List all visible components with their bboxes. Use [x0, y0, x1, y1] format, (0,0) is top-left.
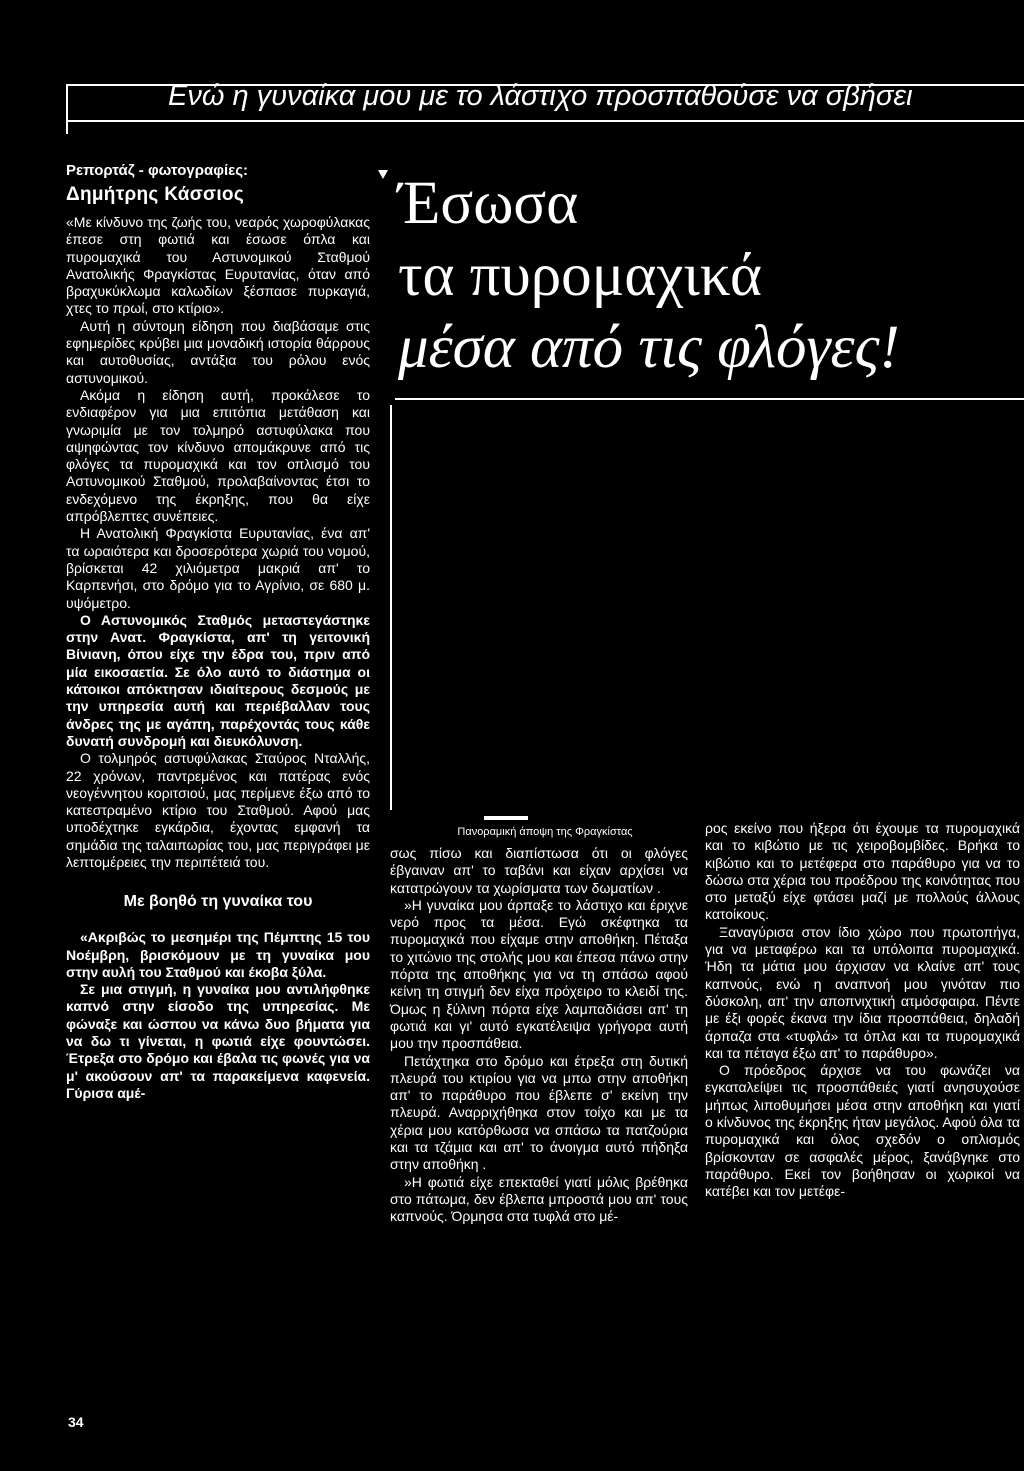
paragraph: Ο πρόεδρος άρχισε να του φωνάζει να εγκαταλείψει τις προσπάθειές γιατί ανησυχούσε μήπως λιποθυμήσει μέσα στην αποθήκη και γιατί ο κίνδυνος της έκρηξης ήταν μεγάλος. Αφού όλα τα πυρομαχικά και όλος σχεδόν ο οπλισμός βρίσκονταν σε ασφαλές μέρος, ξανάβγηκε στο παράθυρο. Εκεί τον βοήθησαν οι χωρικοί να κατέβει και τον μετέφε-	[705, 1062, 1020, 1200]
paragraph: Η Ανατολική Φραγκίστα Ευρυτανίας, ένα απ' τα ωραιότερα και δροσερότερα χωριά του νομού, βρίσκεται 42 χιλιόμετρα μακριά απ' το Καρπενήσι, στο δρόμο για το Αγρίνιο, σε 680 μ. υψόμετρο.	[66, 525, 370, 611]
photo-left-rule	[390, 405, 392, 810]
credit-line: Ρεπορτάζ - φωτογραφίες:	[66, 162, 249, 179]
headline	[398, 168, 1018, 384]
lead-paragraph: «Με κίνδυνο της ζωής του, νεαρός χωροφύλακας έπεσε στη φωτιά και έσωσε όπλα και πυρομαχικά του Αστυνομικού Σταθμού Ανατολικής Φραγκίστας Ευρυτανίας, όταν από βραχυκύκλωμα καλωδίων ξέσπασε πυρκαγιά, χτες το πρωί, στο κτίριο».	[66, 214, 370, 317]
paragraph: ρος εκείνο που ήξερα ότι έχουμε τα πυρομαχικά και το κιβώτιο με τις χειροβομβίδες. Βρήκα το κιβώτιο και το μετέφερα στο παράθυρο για να το δώσω στα χέρια του προέδρου της κοινότητας που στο μεταξύ είχε φτάσει μαζί με πολλούς άλλους κατοίκους.	[705, 820, 1020, 923]
headline-marker	[378, 170, 388, 179]
top-banner-text: Ενώ η γυναίκα μου με το λάστιχο προσπαθούσε να σβήσει	[168, 80, 913, 112]
top-banner-frame	[66, 80, 1024, 134]
column-3	[390, 845, 688, 1226]
column-1	[66, 160, 370, 1102]
column-4	[705, 820, 1020, 1201]
photo-marker	[484, 816, 528, 820]
paragraph: Ακόμα η είδηση αυτή, προκάλεσε το ενδιαφέρον για μια επιτόπια μετάθαση και γνωριμία με τον τολμηρό αστυφύλακα που αψηφώντας τον κίνδυνο απομάκρυνε από τις φλόγες τα πυρομαχικά και τον οπλισμό του Αστυνομικού Σταθμού, προλαβαίνοντας έτσι το ενδεχόμενο της έκρηξης, που θα είχε απρόβλεπτες συνέπειες.	[66, 386, 370, 525]
paragraph: Ο τολμηρός αστυφύλακας Σταύρος Νταλλής, 22 χρόνων, παντρεμένος και πατέρας ενός νεογέννητου κοριτσιού, μας περίμενε έξω από το κατεστραμένο κτίριο του Σταθμού. Αφού μας υποδέχτηκε εγκάρδια, έχοντας εμφανή τα σημάδια της ταλαιπωρίας του, μας περιγράφει με λεπτομέρειες την περιπέτειά του.	[66, 750, 370, 870]
paragraph: »Η φωτιά είχε επεκταθεί γιατί μόλις βρέθηκα στο πάτωμα, δεν έβλεπα μπροστά μου απ' τους καπνούς. Όρμησα στα τυφλά στο μέ-	[390, 1173, 688, 1225]
paragraph: Σε μια στιγμή, η γυναίκα μου αντιλήφθηκε καπνό στην είσοδο της υπηρεσίας. Με φώναξε και ώσπου να κάνω δυο βήματα για να δω τι γίνεται, η φωτιά είχε φουντώσει. Έτρεξα στο δρόμο και έβαλα τις φωνές για να μ' ακούσουν απ' τα παρακείμενα καφενεία. Γύρισα αμέ-	[66, 981, 370, 1101]
paragraph: «Ακριβώς το μεσημέρι της Πέμπτης 15 του Νοέμβρη, βρισκόμουν με τη γυναίκα μου στην αυλή του Σταθμού και έκοβα ξύλα.	[66, 929, 370, 980]
paragraph: Ο Αστυνομικός Σταθμός μεταστεγάστηκε στην Ανατ. Φραγκίστα, απ' τη γειτονική Βίνιανη, όπου είχε την έδρα του, πριν από μία εικοσαετία. Σε όλο αυτό το διάστημα οι κάτοικοι απόκτησαν ιδιαίτερους δεσμούς με την υπηρεσία αυτή και περιέβαλλαν τους άνδρες της με αγάπη, παρέχοντάς τους κάθε δυνατή συνδρομή και διευκόλυνση.	[66, 611, 370, 749]
page-number: 34	[68, 1414, 84, 1430]
photo-caption: Πανοραμική άποψη της Φραγκίστας	[457, 826, 633, 838]
subheading: Με βοηθό τη γυναίκα του	[123, 893, 313, 911]
photo	[392, 400, 1024, 810]
paragraph: Πετάχτηκα στο δρόμο και έτρεξα στη δυτική πλευρά του κτιρίου για να μπω στην αποθήκη απ' το παράθυρο που έβλεπε σ' εκείνη την πλευρά. Αναρριχήθηκα στον τοίχο και με τα χέρια μου κατόρθωσα να σπάσω τα πατζούρια και τα τζάμια και απ' το άνοιγμα αυτό πήδηξα στην αποθήκη .	[390, 1052, 688, 1173]
headline-line-3: μέσα από τις φλόγες!	[398, 314, 900, 381]
paragraph: Ξαναγύρισα στον ίδιο χώρο που πρωτοπήγα, για να μεταφέρω και τα υπόλοιπα πυρομαχικά. Ήδη τα μάτια μου άρχισαν να κλαίνε απ' τους καπνούς, ενώ η αναπνοή μου γινόταν πιο δύσκολη, απ' την αποπνιχτική ατμόσφαιρα. Πέντε με έξι φορές έκανα την ίδια προσπάθεια, δηλαδή άρπαζα στα «τυφλά» τα όπλα και τα πυρομαχικά και τα πέταγα έξω απ' το παράθυρο».	[705, 923, 1020, 1061]
paragraph: Αυτή η σύντομη είδηση που διαβάσαμε στις εφημερίδες κρύβει μια μοναδική ιστορία θάρρους και αυτοθυσίας, αντάξια του ρόλου ενός αστυνομικού.	[66, 317, 370, 386]
paragraph: »Η γυναίκα μου άρπαξε το λάστιχο και έριχνε νερό προς τα μέσα. Εγώ σκέφτηκα τα πυρομαχικά που είχαμε στην αποθήκη. Πέταξα το χιτώνιο της στολής μου και έπεσα πάνω στην πόρτα της αποθήκης για να τη σπάσω αφού κείνη τη στιγμή δεν είχα πρόχειρο το κλειδί της. Όμως η ξύλινη πόρτα είχε λαμπαδιάσει απ' τη φωτιά και γι' αυτό εγκατέλειψα γρήγορα αυτή μου την προσπάθεια.	[390, 896, 688, 1052]
author-name: Δημήτρης Κάσσιος	[66, 184, 245, 205]
top-banner-rule	[68, 120, 1024, 122]
headline-line-1: Έσωσα	[398, 170, 579, 237]
paragraph: σως πίσω και διαπίστωσα ότι οι φλόγες έβγαιναν απ' το ταβάνι και είχαν αρχίσει να κατατρώγουν τα χωρίσματα των δωματίων .	[390, 845, 688, 896]
headline-line-2: τα πυρομαχικά	[398, 242, 762, 309]
